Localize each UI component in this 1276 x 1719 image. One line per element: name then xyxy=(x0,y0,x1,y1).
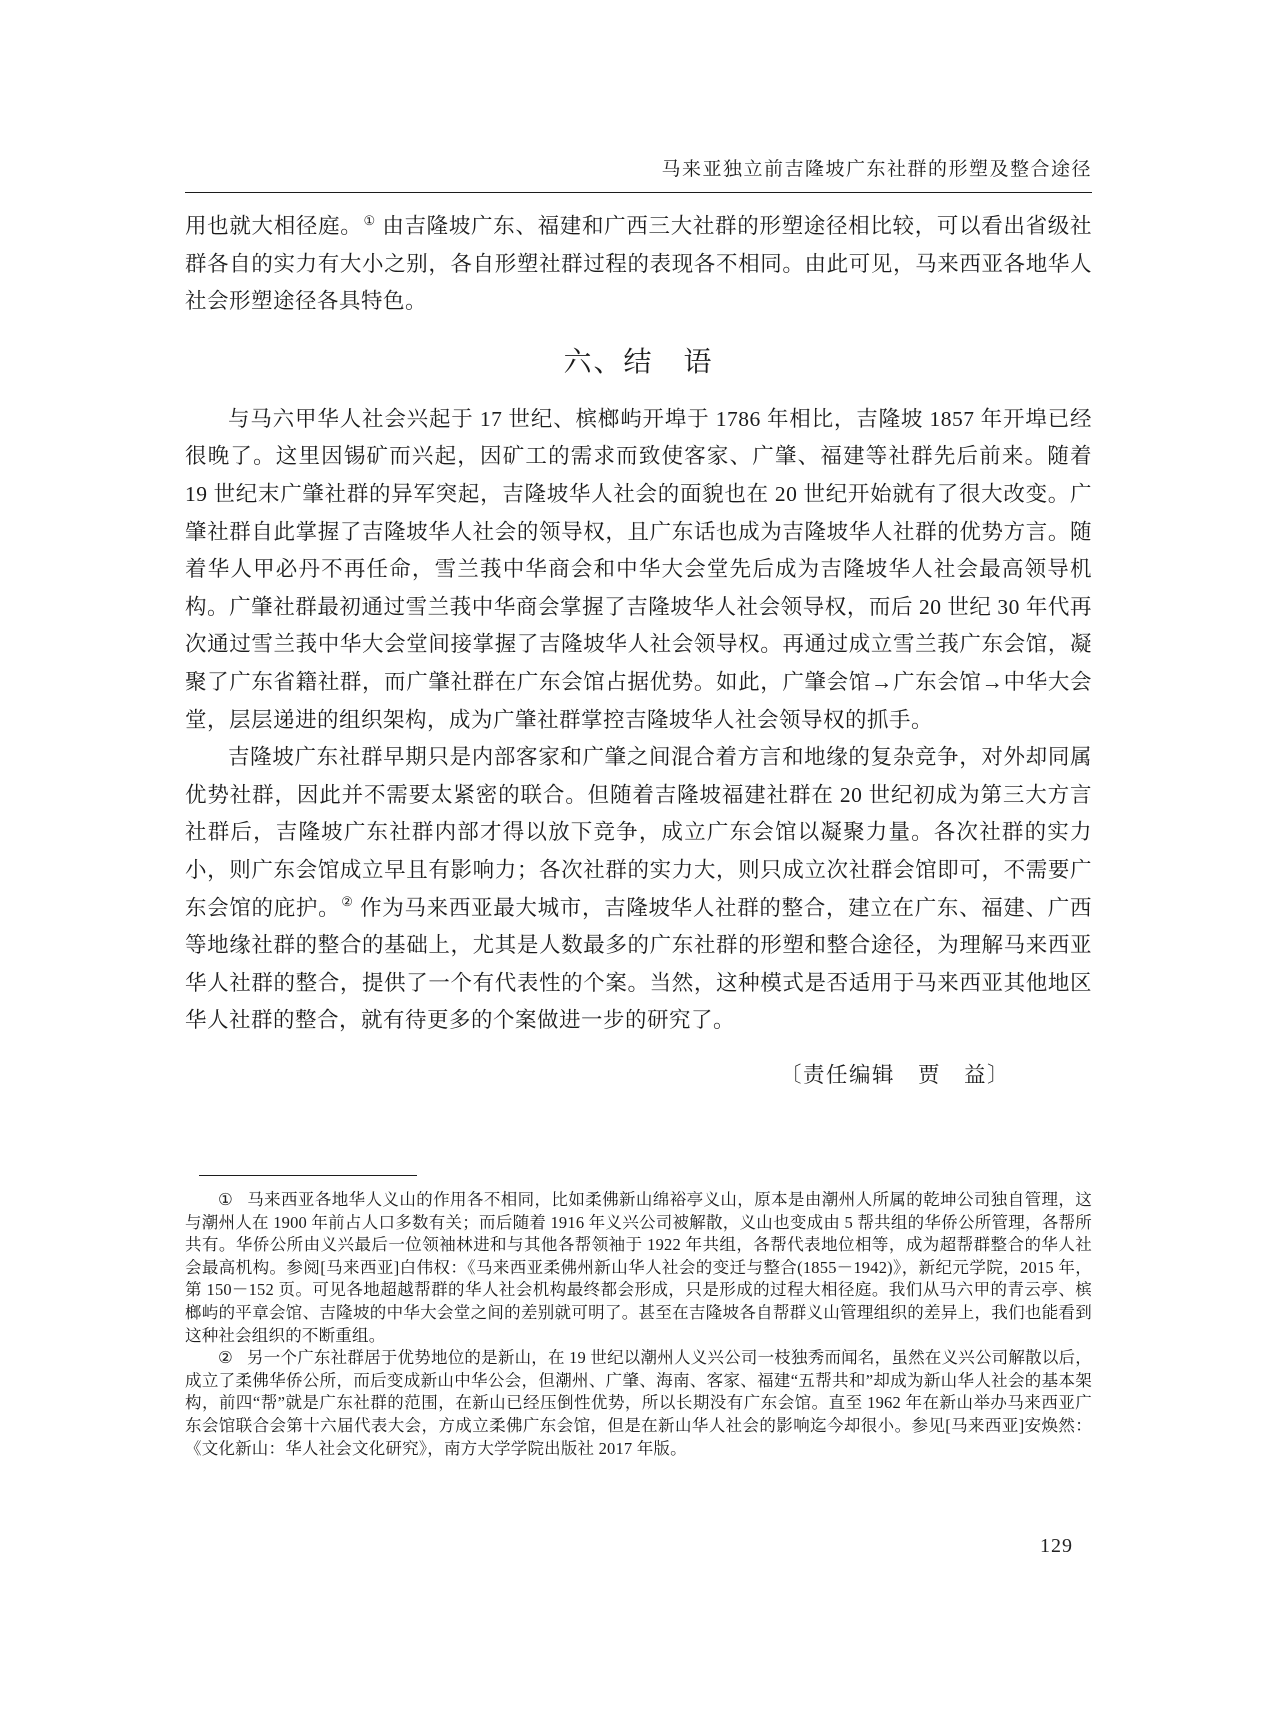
conclusion-paragraph-1: 与马六甲华人社会兴起于 17 世纪、槟榔屿开埠于 1786 年相比，吉隆坡 1857 年开埠已经很晚了。这里因锡矿而兴起，因矿工的需求而致使客家、广肇、福建等社群先后前来。随着 19 世纪末广肇社群的异军突起，吉隆坡华人社会的面貌也在 20 世纪开始就有了很大改变。广肇社群自此掌握了吉隆坡华人社会的领导权，且广东话也成为吉隆坡华人社群的优势方言。随着华人甲必丹不再任命，雪兰莪中华商会和中华大会堂先后成为吉隆坡华人社会最高领导机构。广肇社群最初通过雪兰莪中华商会掌握了吉隆坡华人社会领导权，而后 20 世纪 30 年代再次通过雪兰莪中华大会堂间接掌握了吉隆坡华人社会领导权。再通过成立雪兰莪广东会馆，凝聚了广东省籍社群，而广肇社群在广东会馆占据优势。如此，广肇会馆→广东会馆→中华大会堂，层层递进的组织架构，成为广肇社群掌控吉隆坡华人社会领导权的抓手。 xyxy=(185,406,1092,732)
header-rule xyxy=(185,192,1092,193)
footnote-separator-rule xyxy=(199,1175,417,1176)
section-heading-conclusion: 六、结 语 xyxy=(563,346,714,378)
footnote-ref-2: ② xyxy=(341,894,354,910)
footnote-2-marker: ② xyxy=(218,1348,234,1368)
paragraph-text: 作为马来西亚最大城市，吉隆坡华人社群的整合，建立在广东、福建、广西等地缘社群的整合的基础上，尤其是人数最多的广东社群的形塑和整合途径，为理解马来西亚华人社群的整合，提供了一个有代表性的个案。当然，这种模式是否适用于马来西亚其他地区华人社群的整合，就有待更多的个案做进一步的研究了。 xyxy=(185,895,1092,1033)
paragraph-continuation xyxy=(185,208,1092,321)
page-content xyxy=(185,0,1092,1092)
footnote-1-text: 马来西亚各地华人义山的作用各不相同，比如柔佛新山绵裕亭义山，原本是由潮州人所属的乾坤公司独自管理，这与潮州人在 1900 年前占人口多数有关；而后随着 1916 年义兴公司被解散，义山也变成由 5 帮共组的华侨公所管理，各帮所共有。华侨公所由义兴最后一位领袖林进和与其他各帮领袖于 1922 年共组，各帮代表地位相等，成为超帮群整合的华人社会最高机构。参阅[马来西亚]白伟权：《马来西亚柔佛州新山华人社会的变迁与整合(1855－1942)》，新纪元学院，2015 年，第 150－152 页。可见各地超越帮群的华人社会机构最终都会形成，只是形成的过程大相径庭。我们从马六甲的青云亭、槟榔屿的平章会馆、吉隆坡的中华大会堂之间的差别就可明了。甚至在吉隆坡各自帮群义山管理组织的差异上，我们也能看到这种社会组织的不断重组。 xyxy=(185,1190,1093,1345)
footnote-ref-1: ① xyxy=(363,212,376,228)
conclusion-paragraph-2 xyxy=(185,739,1092,1040)
editor-credit: 〔责任编辑 贾 益〕 xyxy=(779,1062,1010,1087)
footnote-1-marker: ① xyxy=(218,1190,234,1209)
page-number: 129 xyxy=(1040,1535,1073,1557)
running-header-title: 马来亚独立前吉隆坡广东社群的形塑及整合途径 xyxy=(661,159,1092,180)
footnote-2-text: 另一个广东社群居于优势地位的是新山，在 19 世纪以潮州人义兴公司一枝独秀而闻名，虽然在义兴公司解散以后，成立了柔佛华侨公所，而后变成新山中华公会，但潮州、广肇、海南、客家、福建“五帮共和”却成为新山华人社会的基本架构，前四“帮”就是广东社群的范围，在新山已经压倒性优势，所以长期没有广东会馆。直至 1962 年在新山举办马来西亚广东会馆联合会第十六届代表大会，方成立柔佛广东会馆，但是在新山华人社会的影响迄今却很小。参见[马来西亚]安焕然：《文化新山：华人社会文化研究》，南方大学学院出版社 2017 年版。 xyxy=(185,1348,1092,1458)
paragraph-text: 吉隆坡广东社群早期只是内部客家和广肇之间混合着方言和地缘的复杂竞争，对外却同属优势社群，因此并不需要太紧密的联合。但随着吉隆坡福建社群在 20 世纪初成为第三大方言社群后，吉隆坡广东社群内部才得以放下竞争，成立广东会馆以凝聚力量。各次社群的实力小，则广东会馆成立早且有影响力；各次社群的实力大，则只成立次社群会馆即可，不需要广东会馆的庇护。 xyxy=(185,745,1092,920)
footnote-2 xyxy=(185,1347,1092,1460)
paragraph-text: 由吉隆坡广东、福建和广西三大社群的形塑途径相比较，可以看出省级社群各自的实力有大小之别，各自形塑社群过程的表现各不相同。由此可见，马来西亚各地华人社会形塑途径各具特色。 xyxy=(185,214,1092,314)
paragraph-text: 用也就大相径庭。 xyxy=(185,214,363,238)
footnotes-section xyxy=(185,1175,1092,1460)
footnote-1 xyxy=(185,1189,1092,1347)
